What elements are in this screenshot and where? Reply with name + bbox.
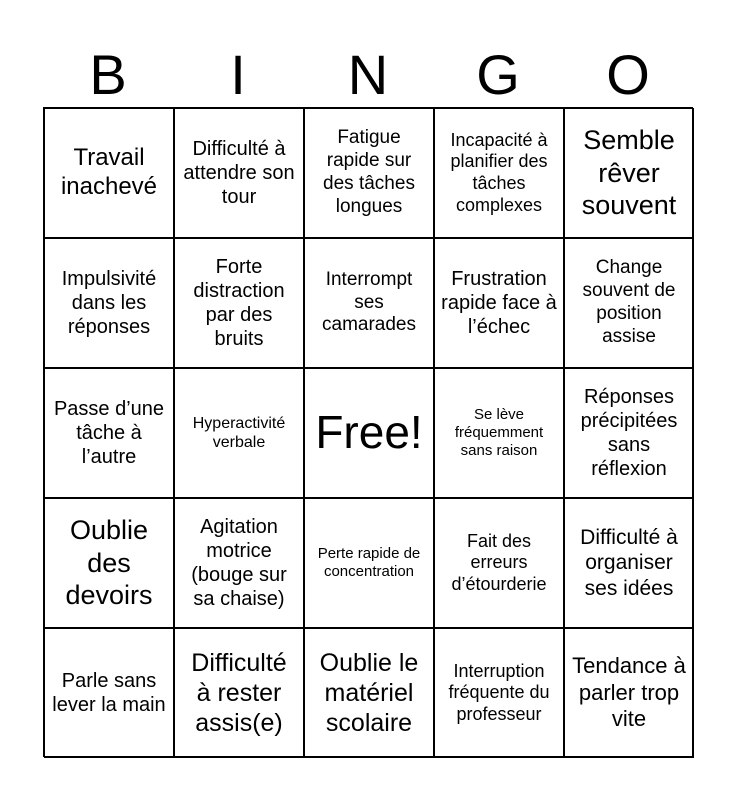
- bingo-cell[interactable]: [304, 238, 434, 368]
- bingo-cell[interactable]: [564, 108, 694, 238]
- bingo-cell[interactable]: [564, 628, 694, 758]
- bingo-cell-text: Réponses précipitées sans réflexion: [580, 386, 678, 480]
- bingo-cell[interactable]: [44, 628, 174, 758]
- bingo-cell-text: Se lève fréquemment sans raison: [454, 406, 544, 459]
- bingo-cell[interactable]: [44, 238, 174, 368]
- bingo-cell[interactable]: [174, 628, 304, 758]
- bingo-cell[interactable]: [434, 368, 564, 498]
- bingo-cell-text: Impulsivité dans les réponses: [61, 268, 157, 338]
- bingo-cell[interactable]: [174, 108, 304, 238]
- bingo-cell-text: Oublie le matériel scolaire: [319, 649, 419, 737]
- bingo-cell-text: Tendance à parler trop vite: [572, 653, 686, 732]
- bingo-cell-text: Difficulté à organiser ses idées: [580, 526, 678, 600]
- bingo-cell-text: Fatigue rapide sur des tâches longues: [323, 127, 415, 217]
- bingo-cell-text: Interrompt ses camarades: [322, 268, 416, 336]
- header-letter-g: G: [476, 43, 520, 106]
- bingo-cell[interactable]: [434, 498, 564, 628]
- bingo-cell[interactable]: [434, 628, 564, 758]
- header-letter-i: I: [230, 43, 246, 106]
- bingo-cell-text: Semble rêver souvent: [581, 125, 677, 221]
- bingo-cell-text: Frustration rapide face à l’échec: [441, 268, 557, 338]
- bingo-cell[interactable]: [44, 498, 174, 628]
- bingo-board: [43, 107, 693, 757]
- bingo-cell[interactable]: [174, 498, 304, 628]
- bingo-cell[interactable]: [304, 108, 434, 238]
- bingo-cell[interactable]: [174, 368, 304, 498]
- bingo-cell-text: Perte rapide de concentration: [317, 545, 421, 580]
- bingo-cell-text: Hyperactivité verbale: [192, 414, 286, 451]
- bingo-cell[interactable]: [434, 238, 564, 368]
- bingo-cell-text: Difficulté à rester assis(e): [191, 649, 287, 737]
- bingo-cell[interactable]: [564, 238, 694, 368]
- bingo-cell-text: Oublie des devoirs: [65, 515, 153, 611]
- bingo-cell[interactable]: [174, 238, 304, 368]
- bingo-cell[interactable]: [564, 498, 694, 628]
- bingo-cell-text: Passe d’une tâche à l’autre: [53, 398, 165, 468]
- bingo-cell-text: Agitation motrice (bouge sur sa chaise): [191, 516, 287, 610]
- bingo-cell-text: Forte distraction par des bruits: [193, 256, 285, 350]
- bingo-cell-text: Change souvent de position assise: [582, 257, 676, 347]
- bingo-cell-text: Free!: [315, 406, 423, 459]
- bingo-header: [43, 40, 693, 110]
- bingo-cell[interactable]: [564, 368, 694, 498]
- header-letter-o: O: [606, 43, 650, 106]
- bingo-cell[interactable]: [44, 368, 174, 498]
- bingo-cell[interactable]: [434, 108, 564, 238]
- header-letter-n: N: [347, 43, 389, 106]
- bingo-cell[interactable]: [304, 498, 434, 628]
- bingo-cell-text: Incapacité à planifier des tâches complexes: [450, 129, 548, 215]
- header-letter-b: B: [89, 43, 127, 106]
- bingo-cell-text: Fait des erreurs d’étourderie: [451, 530, 547, 594]
- free-cell[interactable]: [304, 368, 434, 498]
- bingo-cell-text: Parle sans lever la main: [52, 670, 166, 716]
- bingo-cell-text: Difficulté à attendre son tour: [183, 138, 295, 208]
- bingo-cell-text: Travail inachevé: [60, 144, 158, 200]
- bingo-cell[interactable]: [304, 628, 434, 758]
- bingo-cell[interactable]: [44, 108, 174, 238]
- bingo-cell-text: Interruption fréquente du professeur: [448, 660, 550, 724]
